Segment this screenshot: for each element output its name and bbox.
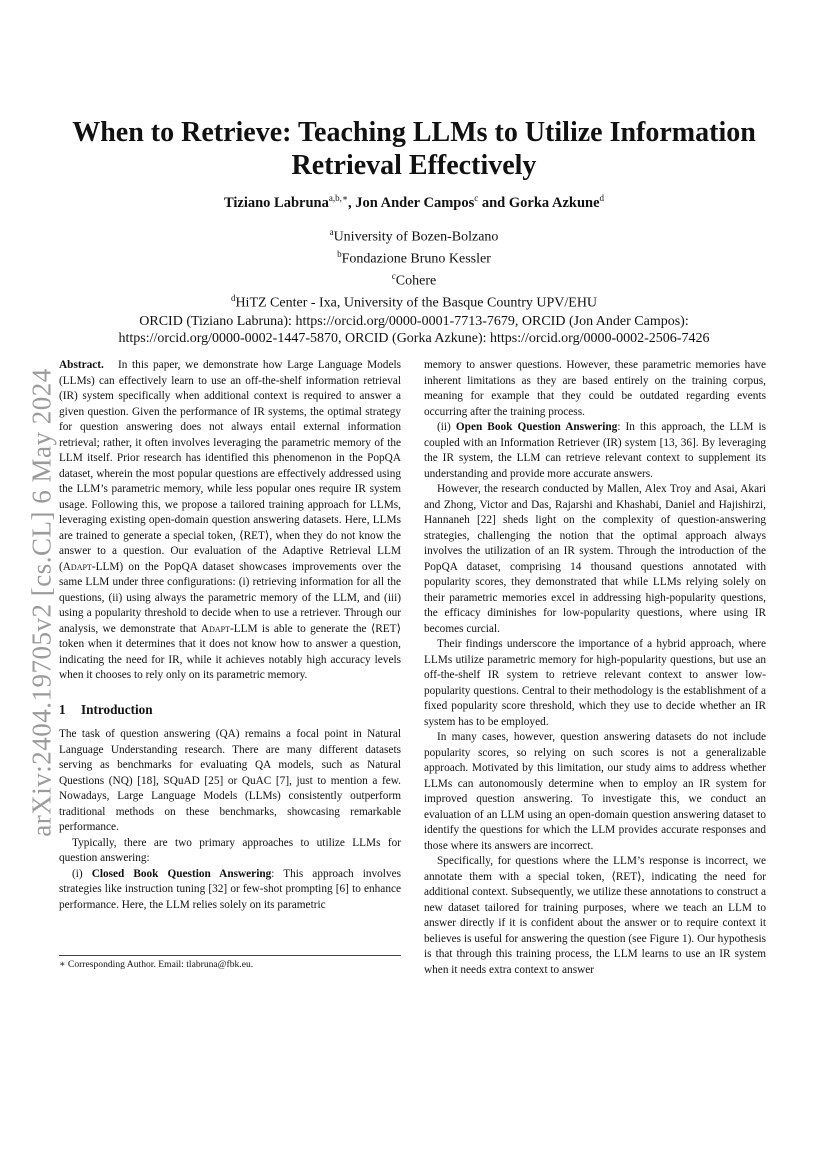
author-name: Tiziano Labruna (223, 194, 329, 211)
affiliation-line: $^d$HiTZ Center - Ixa, University of the Basque Country UPV/EHU (230, 293, 598, 312)
paragraph: Specifically, for questions where the LLM’s response is incorrect, we annotate them with a special token, ⟨RET⟩, indicating the need for additional context. Subsequently, we utilize these annotations to construct a new dataset tailored for training purposes, where we teach an LLM to answer directly if it is confident about the answer or to require context it believes is useful for answering the question (see Figure 1). Our hypothesis is that through this training process, the LLM learns to use an IR system when it needs extra context to answer (424, 855, 766, 976)
author-list (40, 193, 788, 212)
orcid-line[interactable]: ORCID (Tiziano Labruna): https://orcid.org/0000-0001-7713-7679, ORCID (Jon Ander Campos): (139, 313, 689, 329)
left-column (59, 358, 401, 913)
paragraph: memory to answer questions. However, these parametric memories have inherent limitations as they are based entirely on the training corpus, meaning for example that they could be outdated regarding events occurring after the training process. (424, 359, 766, 418)
paragraph: (ii) Open Book Question Answering: In this approach, the LLM is coupled with an Information Retriever (IR) system [13, 36]. By leveraging the IR system, the LLM can retrieve relevant context to supplement its understanding and provide more accurate answers. (424, 421, 766, 480)
author-separator: and (478, 194, 509, 211)
section-heading: 1 Introduction (59, 701, 153, 717)
arxiv-identifier (22, 362, 62, 842)
paragraph: (i) Closed Book Question Answering: This approach involves strategies like instruction tuning [32] or few-shot prompting [6] to enhance performance. Here, the LLM relies solely on its parametric (59, 867, 401, 911)
abstract-label: Abstract. (59, 359, 104, 371)
paragraph: The task of question answering (QA) remains a focal point in Natural Language Understanding research. There are many different datasets serving as benchmarks for evaluating QA models, such as Natural Questions (NQ) [18], SQuAD [25] or QuAC [7], just to mention a few. Nowadays, Large Language Models (LLMs) consistently outperform traditional methods on these benchmarks, showcasing remarkable performance. (59, 728, 401, 833)
footnote: ∗ Corresponding Author. Email: tlabruna@fbk.eu. (59, 955, 401, 971)
abstract: Abstract. In this paper, we demonstrate how Large Language Models (LLMs) can effectively learn to use an off-the-shelf information retrieval (IR) system specifically when additional context is required to answer a given question. Given the performance of IR systems, the optimal strategy for question answering does not always entail external information retrieval; rather, it often involves leveraging the parametric memory of the LLM itself. Prior research has identified this phenomenon in the PopQA dataset, wherein the most popular questions are effectively addressed using the LLM’s parametric memory, while less popular ones require IR system usage. Following this, we propose a tailored training approach for LLMs, leveraging existing open-domain question answering datasets. Here, LLMs are trained to generate a special token, ⟨RET⟩, when they do not know the answer to a question. Our evaluation of the Adaptive Retrieval LLM (Adapt-LLM) on the PopQA dataset showcases improvements over the same LLM under three configurations: (i) retrieving information for all the questions, (ii) using always the parametric memory of the LLM, and (iii) using a popularity threshold to decide when to use a retriever. Through our analysis, we demonstrate that Adapt-LLM is able to generate the ⟨RET⟩ token when it determines that it does not know how to answer a question, indicating the need for IR, while it achieves notably high accuracy levels when it chooses to rely only on its parametric memory. (59, 359, 401, 681)
right-column (424, 358, 766, 978)
author-separator: , (348, 194, 356, 211)
orcid-line[interactable]: https://orcid.org/0000-0002-1447-5870, ORCID (Gorka Azkune): https://orcid.org/0000-0002-2506-7426 (118, 331, 710, 347)
author-name: Gorka Azkune (508, 194, 600, 211)
author-affiliation-marker: d (599, 193, 605, 203)
author-name: Jon Ander Campos (355, 194, 475, 211)
paragraph: Typically, there are two primary approaches to utilize LLMs for question answering: (59, 836, 401, 864)
affiliations (40, 224, 788, 348)
arxiv-stamp-text: arXiv:2404.19705v2 [cs.CL] 6 May 2024 (26, 367, 57, 837)
paragraph: Their findings underscore the importance of a hybrid approach, where LLMs utilize parametric memory for high-popularity questions, but use an off-the-shelf IR system to retrieve relevant context to answer low-popularity questions. Central to their methodology is the establishment of a fixed popularity score threshold, which they use to decide whether an IR system has to be employed. (424, 638, 766, 728)
paper-title: When to Retrieve: Teaching LLMs to Utilize Information Retrieval Effectively (72, 117, 756, 181)
paragraph: However, the research conducted by Mallen, Alex Troy and Asai, Akari and Zhong, Victor and Das, Rajarshi and Khashabi, Daniel and Hajishirzi, Hannaneh [22] sheds light on the complexity of question-answering strategies, challenging the notion that the optimal approach always involves the utilization of an IR system. Through the introduction of the PopQA dataset, comprising 14 thousand questions annotated with popularity scores, they demonstrated that while LLMs relying solely on their parametric memories excel in addressing high-popularity questions, the efficacy diminishes for low-popularity questions, where using IR becomes curcial. (424, 483, 766, 635)
author-affiliation-marker: c (474, 193, 479, 203)
affiliation-line: $^a$University of Bozen-Bolzano (329, 227, 499, 245)
author-affiliation-marker: a,b,∗ (328, 193, 348, 203)
affiliation-line: $^c$Cohere (391, 271, 437, 289)
affiliation-line: $^b$Fondazione Bruno Kessler (337, 249, 491, 267)
paragraph: In many cases, however, question answering datasets do not include popularity scores, so relying on such scores is not a generalizable approach. Motivated by this limitation, our study aims to address whether LLMs can autonomously determine when to employ an IR system for improved question answering. To investigate this, we conduct an evaluation of an LLM using an open-domain question answering dataset to identify the questions for which the LLM provides accurate responses and those where its answers are incorrect. (424, 731, 766, 852)
